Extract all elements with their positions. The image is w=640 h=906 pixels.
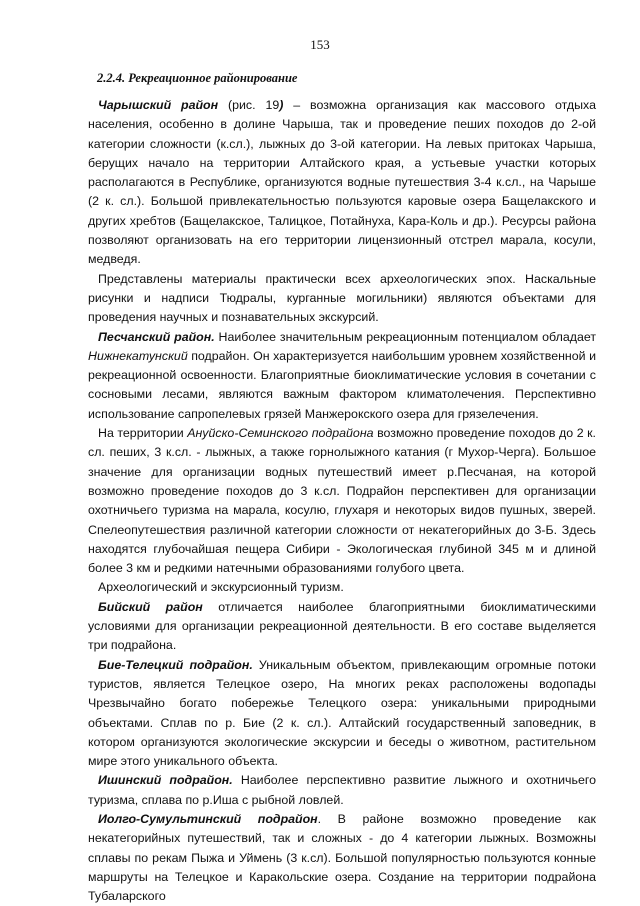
term-charysh-district: Чарышский район [98, 98, 219, 112]
paragraph-iolgo-sumultinsky [88, 810, 596, 906]
text-fragment: ) [279, 98, 284, 112]
paragraph-peschansky [88, 328, 596, 424]
term-iolgo-sumultinsky-subdistrict: Иолго-Сумультинский подрайон [98, 811, 318, 826]
section-heading: 2.2.4. Рекреационное районирование [97, 71, 298, 85]
text-fragment: – возможна организация как массового отдыха населения, особенно в долине Чарыша, так и проведение пеших походов до 2-ой категории сложности (к.сл.), лыжных до 3-ой категории. На левых притоках Чарыша, берущих начало на территории Алтайского края, а устьевые участки которых располагаются в Республике, организуются водные путешествия 3-4 к.сл., на Чарыше (2 к. сл.). Большой привлекательностью пользуются каровые озера Бащелакского и других хребтов (Бащелакское, Талицкое, Потайнуха, Кара-Коль и др.). Ресурсы района позволяют организовать на его территории лицензионный отстрел марала, косули, медведя. [88, 98, 596, 267]
text-fragment: отличается наиболее благоприятными биоклиматическими условиями для организации рекреационной деятельности. В его составе выделяется три подрайона. [88, 599, 596, 653]
body-text [88, 96, 596, 906]
text-fragment: возможно проведение походов до 2 к. сл. пеших, 3 к.сл. - лыжных, а также горнолыжного катания (г Мухор-Черга). Большое значение для организации водных путешествий имеет р.Песчаная, на которой возможно проведение походов до 3 к.сл. Подрайон перспективен для организации охотничьего туризма на марала, косулю, глухаря и некоторых видов пушных, зверей. Спелеопутешествия различной категории сложности от некатегорийных до 3-Б. Здесь находятся глубочайшая пещера Сибири - Экологическая глубиной 345 м и длиной более 3 км и редкими натечными образованиями голубого цвета. [88, 426, 596, 576]
text-fragment: Нижнекатунский [88, 348, 188, 363]
text-fragment: Наиболее перспективно развитие лыжного и охотничьего туризма, сплава по р.Иша с рыбной ловлей. [88, 773, 596, 807]
text-fragment: Наиболее значительным рекреационным потенциалом обладает [214, 329, 596, 344]
term-ishinsky-subdistrict: Ишинский подрайон. [98, 773, 233, 788]
text-fragment: На территории [98, 426, 188, 441]
term-peschansky-district: Песчанский район. [98, 329, 215, 344]
paragraph-ishinsky [88, 771, 596, 810]
paragraph-biysky [88, 598, 596, 656]
paragraph-charysh [88, 96, 596, 270]
text-fragment: Ануйско-Семинского подрайона [187, 426, 374, 441]
text-fragment: подрайон. Он характеризуется наибольшим уровнем хозяйственной и рекреационной освоенности. Благоприятные биоклиматические условия в сочетании с сосновыми лесами, являются важным фактором климатолечения. Перспективно использование сапропелевых грязей Манжерокского озера для грязелечения. [88, 348, 596, 421]
term-bie-teletsky-subdistrict: Бие-Телецкий подрайон. [98, 657, 253, 672]
paragraph-archaeology: Представлены материалы практически всех археологических эпох. Наскальные рисунки и надписи Тюдралы, курганные могильники) являются объектами для проведения научных и познавательных экскурсий. [88, 271, 596, 325]
text-fragment: . В районе возможно проведение как некатегорийных путешествий, так и сложных - до 4 категории лыжных. Возможны сплавы по рекам Пыжа и Уймень (3 к.сл). Большой популярностью пользуются конные маршруты на Телецкое и Каракольские озера. Создание на территории подрайона Тубаларского [88, 811, 596, 904]
paragraph-anuisko-seminsky [88, 424, 596, 578]
text-fragment: (рис. 19 [218, 98, 280, 112]
page-number: 153 [310, 37, 330, 52]
paragraph-bie-teletsky [88, 656, 596, 772]
term-biysky-district: Бийский район [98, 599, 203, 614]
paragraph-tourism: Археологический и экскурсионный туризм. [98, 580, 344, 595]
text-fragment: Уникальным объектом, привлекающим огромные потоки туристов, является Телецкое озеро, На многих реках расположены водопады Чрезвычайно богато побережье Телецкого озера: уникальными природными объектами. Сплав по р. Бие (2 к. сл.). Алтайский государственный заповедник, в котором организуются экологические экскурсии и беседы о животном, растительном мире этого уникального объекта. [88, 657, 597, 769]
